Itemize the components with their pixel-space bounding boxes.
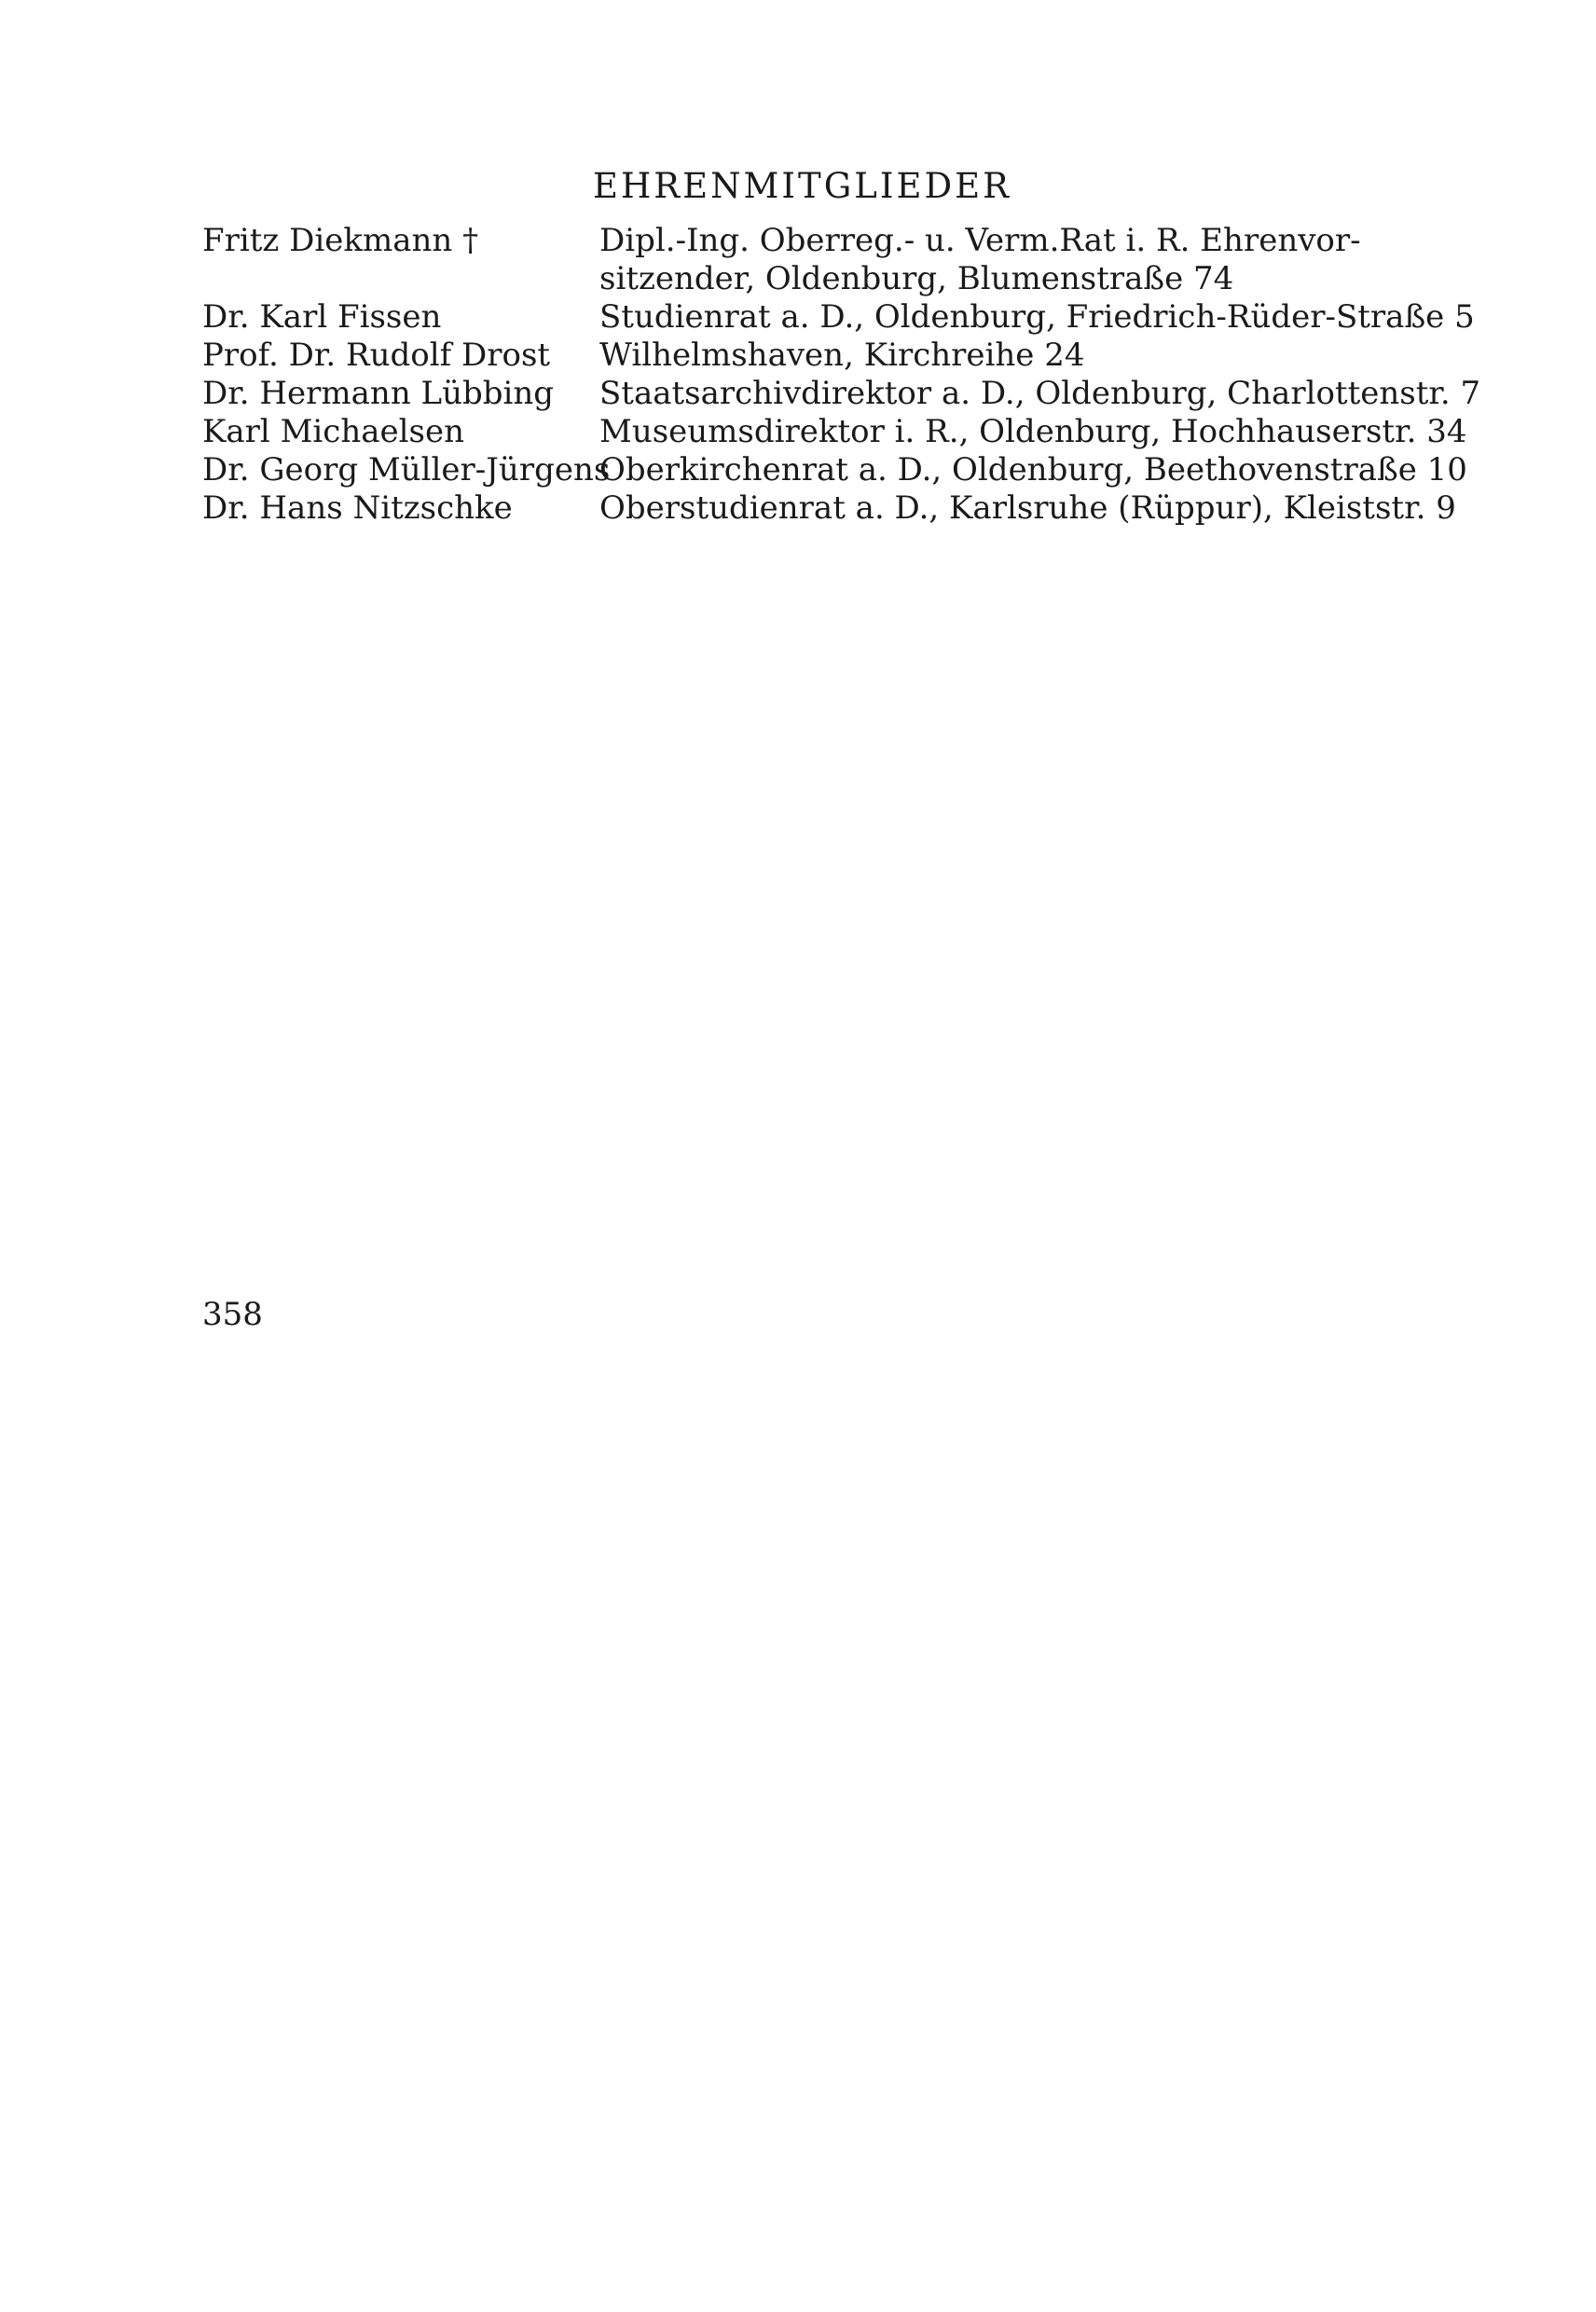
member-row <box>202 222 1414 298</box>
member-row <box>202 375 1481 413</box>
member-row <box>202 451 1467 489</box>
member-description <box>599 375 1481 413</box>
member-description <box>599 489 1456 528</box>
member-description-line: Dipl.-Ing. Oberreg.- u. Verm.Rat i. R. Ehrenvor- <box>599 222 1361 259</box>
member-name: Fritz Diekmann † <box>202 222 479 259</box>
member-description <box>599 222 1401 298</box>
member-row <box>202 413 1467 451</box>
member-description <box>599 337 1401 375</box>
member-description-line: Oberkirchenrat a. D., Oldenburg, Beethovenstraße 10 <box>599 451 1467 489</box>
member-name: Dr. Hermann Lübbing <box>202 375 555 412</box>
member-description <box>599 298 1475 337</box>
member-description <box>599 413 1467 451</box>
member-row <box>202 298 1475 337</box>
member-name: Dr. Georg Müller-Jürgens <box>202 451 611 489</box>
member-row <box>202 337 1414 375</box>
member-description <box>599 451 1467 489</box>
member-description-line: Oberstudienrat a. D., Karlsruhe (Rüppur), Kleiststr. 9 <box>599 489 1456 527</box>
member-name: Karl Michaelsen <box>202 413 464 450</box>
page-number: 358 <box>202 1296 263 1333</box>
section-heading: EHRENMITGLIEDER <box>593 166 1011 206</box>
member-description-line: Studienrat a. D., Oldenburg, Friedrich-Rüder-Straße 5 <box>599 298 1475 336</box>
member-description-line: Museumsdirektor i. R., Oldenburg, Hochhauserstr. 34 <box>599 413 1467 450</box>
member-description-line: Wilhelmshaven, Kirchreihe 24 <box>599 337 1085 374</box>
member-name: Dr. Hans Nitzschke <box>202 489 513 527</box>
member-description-line: sitzender, Oldenburg, Blumenstraße 74 <box>599 260 1234 297</box>
member-name: Dr. Karl Fissen <box>202 298 442 336</box>
honorary-members-list <box>202 222 1481 528</box>
member-row <box>202 489 1456 528</box>
member-description-line: Staatsarchivdirektor a. D., Oldenburg, Charlottenstr. 7 <box>599 375 1481 412</box>
member-name: Prof. Dr. Rudolf Drost <box>202 337 551 374</box>
